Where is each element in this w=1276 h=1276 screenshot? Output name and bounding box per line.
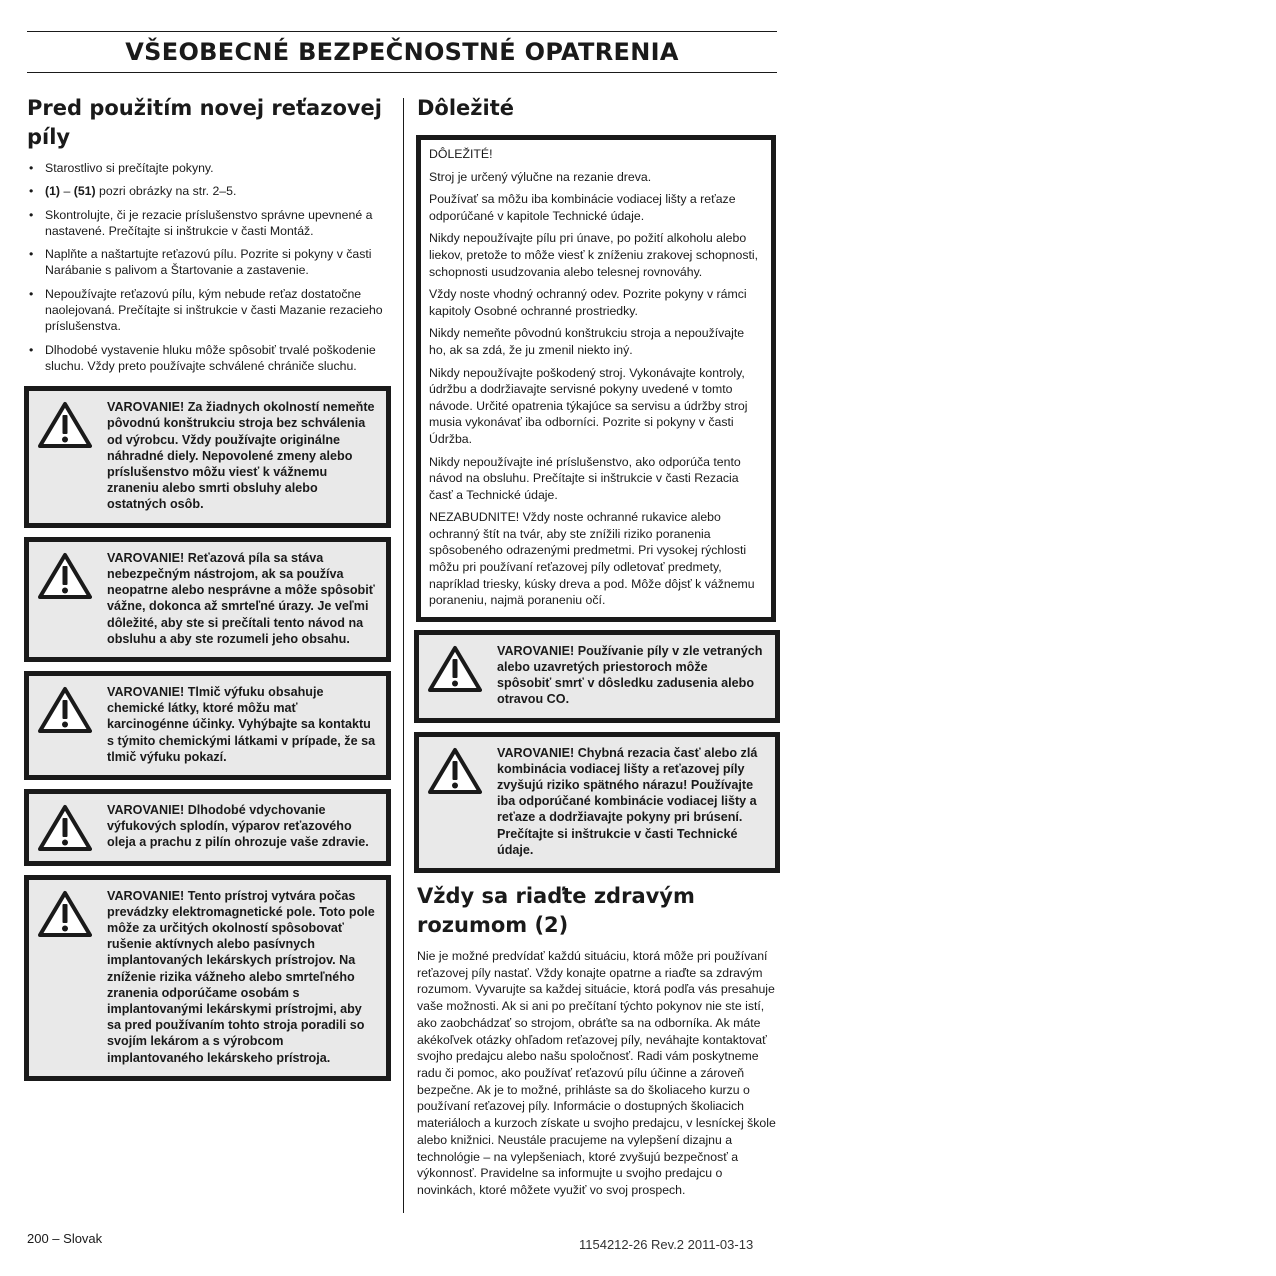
important-paragraph: Nikdy nepoužívajte poškodený stroj. Vykonávajte kontroly, údržbu a dodržiavajte servisné pokyny uvedené v tomto návode. Určité opatrenia týkajúce sa servisu a údržby stroj musia vykonávať iba odborníci. Pozrite si pokyny v časti Údržba. xyxy=(429,365,748,446)
section-heading-important: Dôležité xyxy=(417,96,515,120)
right-column xyxy=(414,94,780,1199)
warning-triangle-icon xyxy=(38,804,92,852)
warning-box xyxy=(24,537,391,662)
important-paragraph: Nikdy nemeňte pôvodnú konštrukciu stroja a nepoužívajte ho, ak sa zdá, že ju zmenil niekto iný. xyxy=(429,326,745,357)
section-heading-common-sense: Vždy sa riaďte zdravým rozumom (2) xyxy=(417,884,695,938)
page-number: 200 – Slovak xyxy=(27,1231,103,1246)
warning-triangle-icon xyxy=(428,747,482,795)
warning-triangle-icon xyxy=(38,401,92,449)
warning-box xyxy=(24,875,391,1081)
warning-text: VAROVANIE! Tlmič výfuku obsahuje chemické látky, ktoré môžu mať karcinogénne účinky. Vyhýbajte sa kontaktu s týmito chemickými látkami v prípade, že sa tlmič výfuku pokazí. xyxy=(107,684,376,764)
list-item: • Dlhodobé vystavenie hluku môže spôsobiť trvalé poškodenie sluchu. Vždy preto používajte schválené chrániče sluchu. xyxy=(27,342,391,375)
list-item: • Nepoužívajte reťazovú pílu, kým nebude reťaz dostatočne naolejovaná. Prečítajte si inštrukcie v časti Mazanie rezacieho príslušenstva. xyxy=(27,286,391,335)
warning-box xyxy=(24,789,391,866)
important-paragraph: Vždy noste vhodný ochranný odev. Pozrite pokyny v rámci kapitoly Osobné ochranné prostriedky. xyxy=(429,287,747,318)
section-heading-before-use: Pred použitím novej reťazovej píly xyxy=(27,96,383,149)
warning-text: VAROVANIE! Tento prístroj vytvára počas prevádzky elektromagnetické pole. Toto pole môže za určitých okolností spôsobovať rušenie aktívnych alebo pasívnych implantovaných lekárskych prístrojov. Na zníženie rizika vážneho alebo smrteľného zranenia odporúčame osobám s implantovanými lekárskymi prístrojmi, aby sa pred používaním tohto stroja poradili so svojím lekárom a s výrobcom implantovaného lekárskeho prístroja. xyxy=(107,888,375,1065)
warning-box xyxy=(414,630,780,723)
warning-box xyxy=(414,732,780,873)
important-paragraph: NEZABUDNITE! Vždy noste ochranné rukavice alebo ochranný štít na tvár, aby ste znížili riziko poranenia spôsobeného odrazenými predmetmi. Pri vysokej rýchlosti môžu pri používaní reťazovej píly odletovať predmety, napríklad triesky, kúsky dreva a pod. Môže dôjsť k vážnemu poraneniu, najmä poraneniu očí. xyxy=(429,510,755,608)
warning-triangle-icon xyxy=(428,645,482,693)
important-paragraph: Používať sa môžu iba kombinácie vodiacej lišty a reťaze odporúčané v kapitole Technické údaje. xyxy=(429,192,736,223)
warning-text: VAROVANIE! Chybná rezacia časť alebo zlá kombinácia vodiacej lišty a reťazovej píly zvyšujú riziko spätného nárazu! Používajte iba odporúčané kombinácie vodiacej lišty a reťaze a dodržiavajte pokyny pri brúsení. Prečítajte si inštrukcie v časti Technické údaje. xyxy=(497,745,758,857)
warning-text: VAROVANIE! Dlhodobé vdychovanie výfukových splodín, výparov reťazového oleja a prachu z pilín ohrozuje vaše zdravie. xyxy=(107,802,369,850)
list-item: • Starostlivo si prečítajte pokyny. xyxy=(27,160,391,176)
important-paragraph: Nikdy nepoužívajte iné príslušenstvo, ako odporúča tento návod na obsluhu. Prečítajte si inštrukcie v časti Rezacia časť a Technické údaje. xyxy=(429,454,741,502)
warning-triangle-icon xyxy=(38,686,92,734)
important-paragraph: Stroj je určený výlučne na rezanie dreva. xyxy=(429,169,652,184)
column-divider xyxy=(403,98,404,1213)
warning-triangle-icon xyxy=(38,552,92,600)
list-item: • Skontrolujte, či je rezacie príslušenstvo správne upevnené a nastavené. Prečítajte si inštrukcie v časti Montáž. xyxy=(27,207,391,240)
page-title-bar xyxy=(27,31,777,73)
warning-box xyxy=(24,386,391,527)
common-sense-paragraph: Nie je možné predvídať každú situáciu, ktorá môže pri používaní reťazovej píly nastať. Vždy konajte opatrne a riaďte sa zdravým rozumom. Vyvarujte sa každej situácie, ktorá podľa vás presahuje vaše možnosti. Ak si ani po prečítaní týchto pokynov nie ste istí, ako zaobchádzať so strojom, obráťte sa na odborníka. Ak máte akékoľvek otázky ohľadom reťazovej píly, neváhajte kontaktovať svojho predajcu alebo našu spoločnosť. Radi vám poskytneme radu či pomoc, ako používať reťazovú pílu účinne a zároveň bezpečne. Ak je to možné, prihláste sa do školiaceho kurzu o používaní reťazovej píly. Informácie o dostupných školiacich materiáloch a kurzoch získate u svojho predajcu, v lesníckej škole alebo knižnici. Neustále pracujeme na vylepšení dizajnu a technológie – na vylepšeniach, ktoré zvyšujú bezpečnosť a výkonnosť. Pravidelne sa informujte u svojho predajcu o novinkách, ktoré môžete využiť vo svoj prospech. xyxy=(417,949,776,1197)
warning-text: VAROVANIE! Používanie píly v zle vetraných alebo uzavretých priestoroch môže spôsobiť smrť v dôsledku zadusenia alebo otravou CO. xyxy=(497,643,763,707)
page-title: VŠEOBECNÉ BEZPEČNOSTNÉ OPATRENIA xyxy=(125,38,679,66)
warning-triangle-icon xyxy=(38,890,92,938)
left-column xyxy=(27,94,391,1090)
warning-box xyxy=(24,671,391,780)
important-box xyxy=(416,135,776,622)
document-revision: 1154212-26 Rev.2 2011-03-13 xyxy=(579,1237,754,1252)
bullet-list xyxy=(27,160,391,374)
list-item: • (1) – (51) pozri obrázky na str. 2–5. xyxy=(27,183,391,199)
important-paragraph: Nikdy nepoužívajte pílu pri únave, po požití alkoholu alebo liekov, pretože to môže viesť k zníženiu zrakovej schopnosti, schopnosti usudzovania alebo telesnej rovnováhy. xyxy=(429,231,759,279)
list-item: • Naplňte a naštartujte reťazovú pílu. Pozrite si pokyny v časti Narábanie s palivom a Štartovanie a zastavenie. xyxy=(27,246,391,279)
important-label: DÔLEŽITÉ! xyxy=(429,147,493,161)
warning-text: VAROVANIE! Reťazová píla sa stáva nebezpečným nástrojom, ak sa používa neopatrne alebo nesprávne a môže spôsobiť vážne, dokonca až smrteľné úrazy. Je veľmi dôležité, aby ste si prečítali tento návod na obsluhu a aby ste rozumeli jeho obsahu. xyxy=(107,550,375,646)
warning-text: VAROVANIE! Za žiadnych okolností nemeňte pôvodnú konštrukciu stroja bez schválenia od výrobcu. Vždy používajte originálne náhradné diely. Nepovolené zmeny alebo príslušenstvo môžu viesť k vážnemu zraneniu alebo smrti obsluhy alebo ostatných osôb. xyxy=(107,400,375,512)
